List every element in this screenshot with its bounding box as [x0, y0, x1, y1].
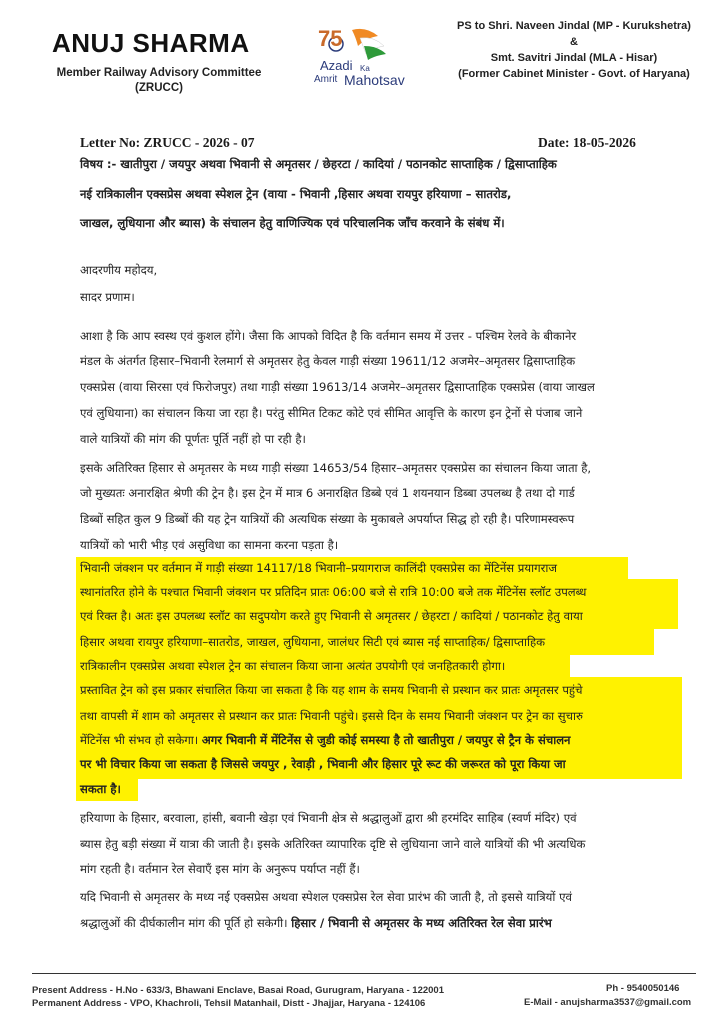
sender-designation [44, 66, 274, 96]
present-address: Present Address - H.No - 633/3, Bhawani Enclave, Basai Road, Gurugram, Haryana - 122001 [32, 985, 445, 996]
email-address: E-Mail - anujsharma3537@gmail.com [524, 997, 692, 1008]
designation-abbrev: (ZRUCC) [135, 82, 183, 94]
affiliation-block [440, 18, 708, 82]
paragraph-line [80, 733, 685, 748]
logo-word-ka: Ka [360, 64, 370, 73]
bold-text-segment: अगर भिवानी में मेंटिनेंस से जुडी कोई समस्या है तो खातीपुरा / जयपुर से ट्रैन के संचालन [201, 733, 571, 747]
paragraph-line: हिसार अथवा रायपुर हरियाणा–सातरोड, जाखल, लुधियाना, जालंधर सिटी एवं ब्यास नई साप्ताहिक/ द्विसाप्ताहिक [80, 635, 546, 649]
permanent-address: Permanent Address - VPO, Khachroli, Tehsil Matanhail, Distt - Jhajjar, Haryana - 124106 [32, 998, 426, 1009]
phone-number: Ph - 9540050146 [606, 983, 680, 994]
subject-line: जाखल, लुधियाना और ब्यास) के संचालन हेतु वाणिज्यिक एवं परिचालनिक जाँच करवाने के संबंध में। [80, 216, 505, 230]
paragraph-line: पर भी विचार किया जा सकता है जिससे जयपुर , रेवाड़ी , भिवानी और हिसार पूरे रूट की जरूरत को पूरा किया जा [80, 757, 566, 771]
text-segment: श्रद्धालुओं की दीर्घकालीन मांग की पूर्ति हो सकेगी। [80, 916, 288, 930]
paragraph-line: आशा है कि आप स्वस्थ एवं कुशल होंगे। जैसा कि आपको विदित है कि वर्तमान समय में उत्तर - पश्चिम रेलवे के बीकानेर [80, 329, 577, 343]
paragraph-line: तथा वापसी में शाम को अमृतसर से प्रस्थान कर प्रातः भिवानी पहुंचे। इससे दिन के समय भिवानी जंक्शन पर ट्रेन का सुचारु [80, 709, 583, 723]
subject-line: विषय :- खातीपुरा / जयपुर अथवा भिवानी से अमृतसर / छेहरटा / कादियां / पठानकोट साप्ताहिक / द्विसाप्ताहिक [80, 157, 557, 171]
paragraph-line: एवं रिक्त है। अतः इस उपलब्ध स्लॉट का सदुपयोग करते हुए भिवानी से अमृतसर / छेहरटा / कादियां / पठानकोट हेतु वाया [80, 609, 583, 623]
paragraph-line: ब्यास हेतु बड़ी संख्या में यात्रा की जाती है। इसके अतिरिक्त व्यापारिक दृष्टि से लुधियाना जाने वाले यात्रियों की भी अत्यधिक [80, 837, 586, 851]
designation-line: Member Railway Advisory Committee [56, 67, 262, 79]
subject-line: नई रात्रिकालीन एक्सप्रेस अथवा स्पेशल ट्रेन (वाया - भिवानी ,हिसार अथवा रायपुर हरियाणा – सातरोड, [80, 187, 512, 201]
affiliation-line-2: Smt. Savitri Jindal (MLA - Hisar) [490, 52, 658, 64]
paragraph-line: भिवानी जंक्शन पर वर्तमान में गाड़ी संख्या 14117/18 भिवानी–प्रयागराज कालिंदी एक्सप्रेस का मेंटिनेंस प्रयागराज [80, 561, 557, 575]
azadi-ka-amrit-mahotsav-logo [314, 24, 414, 90]
logo-word-mahotsav: Mahotsav [344, 72, 405, 88]
footer-divider [32, 973, 696, 974]
paragraph-line: यात्रियों को भारी भीड़ एवं असुविधा का सामना करना पड़ता है। [80, 538, 339, 552]
affiliation-line-1: PS to Shri. Naveen Jindal (MP - Kurukshetra) [457, 20, 691, 32]
paragraph-line: जो मुख्यतः अनारक्षित श्रेणी की ट्रेन है। इस ट्रेन में मात्र 6 अनारक्षित डिब्बे एवं 1 शयनयान डिब्बा उपलब्ध है तथा दो गार्ड [80, 486, 575, 500]
paragraph-line: मंडल के अंतर्गत हिसार–भिवानी रेलमार्ग से अमृतसर हेतु केवल गाड़ी संख्या 19611/12 अजमेर–अमृतसर द्विसाप्ताहिक [80, 354, 576, 368]
paragraph-line: प्रस्तावित ट्रेन को इस प्रकार संचालित किया जा सकता है कि यह शाम के समय भिवानी से प्रस्थान कर प्रातः अमृतसर पहुंचे [80, 683, 583, 697]
letter-date: Date: 18-05-2026 [538, 135, 636, 150]
sender-name: ANUJ SHARMA [52, 28, 250, 58]
paragraph-line: एवं लुधियाना) का संचालन किया जा रहा है। परंतु सीमित टिकट कोटे एवं सीमित आवृत्ति के कारण इन ट्रेनों से पंजाब जाने [80, 406, 583, 420]
paragraph-line: डिब्बों सहित कुल 9 डिब्बों की यह ट्रेन यात्रियों की अत्यधिक संख्या के मुकाबले अपर्याप्त सिद्ध हो रही है। परिणामस्वरूप [80, 512, 575, 526]
salutation: आदरणीय महोदय, [80, 263, 158, 277]
paragraph-line: यदि भिवानी से अमृतसर के मध्य नई एक्सप्रेस अथवा स्पेशल एक्सप्रेस रेल सेवा प्रारंभ की जाती है, तो इससे यात्रियों एवं [80, 890, 572, 904]
paragraph-line: रात्रिकालीन एक्सप्रेस अथवा स्पेशल ट्रेन का संचालन किया जाना अत्यंत उपयोगी एवं जनहितकारी होगा। [80, 659, 506, 673]
logo-word-amrit: Amrit [314, 74, 338, 85]
affiliation-ampersand: & [570, 36, 578, 48]
paragraph-line [80, 916, 685, 931]
paragraph-line: हरियाणा के हिसार, बरवाला, हांसी, बवानी खेड़ा एवं भिवानी क्षेत्र से श्रद्धालुओं द्वारा श्री हरमंदिर साहिब (स्वर्ण मंदिर) एवं [80, 811, 577, 825]
paragraph-line: वाले यात्रियों की मांग की पूर्णतः पूर्ति नहीं हो पा रही है। [80, 432, 306, 446]
letter-number: Letter No: ZRUCC - 2026 - 07 [80, 135, 255, 150]
paragraph-line: स्थानांतरित होने के पश्चात भिवानी जंक्शन पर प्रतिदिन प्रातः 06:00 बजे से रात्रि 10:00 बजे तक मेंटिनेंस स्लॉट उपलब्ध [80, 585, 587, 599]
paragraph-line: सकता है। [80, 782, 121, 796]
paragraph-line: इसके अतिरिक्त हिसार से अमृतसर के मध्य गाड़ी संख्या 14653/54 हिसार–अमृतसर एक्सप्रेस का संचालन किया जाता है, [80, 461, 592, 475]
text-segment: मेंटिनेंस भी संभव हो सकेगा। [80, 733, 199, 747]
logo-word-azadi: Azadi [320, 58, 353, 73]
affiliation-line-3: (Former Cabinet Minister - Govt. of Haryana) [458, 68, 690, 80]
bold-text-segment: हिसार / भिवानी से अमृतसर के मध्य अतिरिक्त रेल सेवा प्रारंभ [291, 916, 552, 930]
paragraph-line: एक्सप्रेस (वाया सिरसा एवं फिरोजपुर) तथा गाड़ी संख्या 19613/14 अजमेर–अमृतसर द्विसाप्ताहिक एक्सप्रेस (वाया जाखल [80, 380, 595, 394]
paragraph-line: मांग रहती है। वर्तमान रेल सेवाएँ इस मांग के अनुरूप पर्याप्त नहीं हैं। [80, 862, 360, 876]
greeting: सादर प्रणाम। [80, 290, 135, 304]
logo-number: 75 [318, 26, 343, 51]
